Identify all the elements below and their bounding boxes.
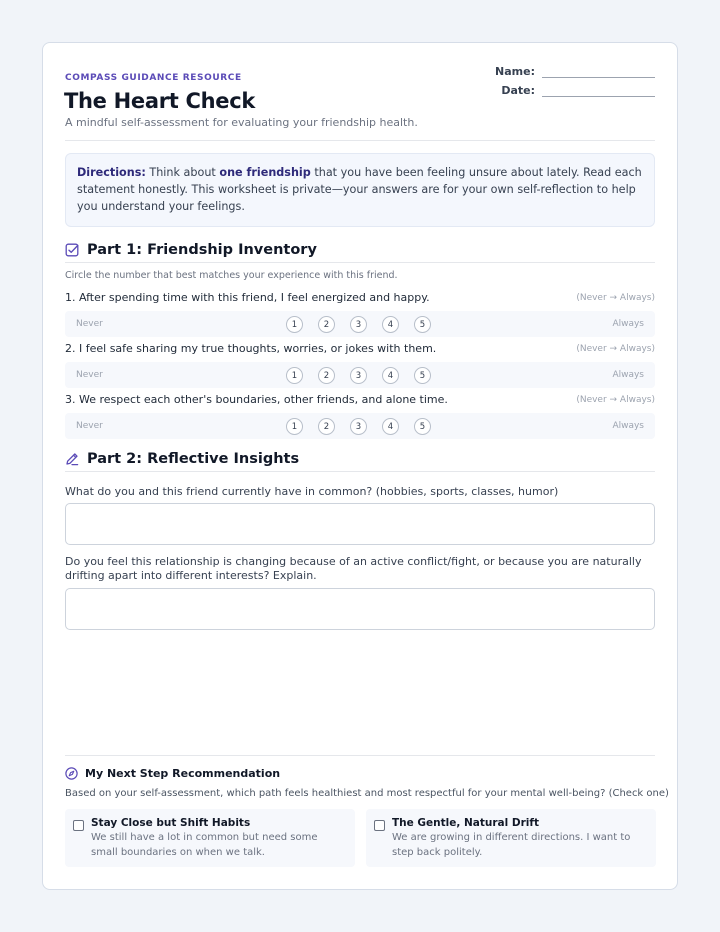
name-field-row — [495, 65, 655, 78]
rating-option-4[interactable]: 4 — [382, 367, 399, 384]
rating-option-5[interactable]: 5 — [414, 418, 431, 435]
next-step-description: Based on your self-assessment, which path feels healthiest and most respectful for your mental well-being? (Check one) — [65, 788, 669, 799]
part1-title: Part 1: Friendship Inventory — [87, 241, 317, 258]
rating-option-2[interactable]: 2 — [318, 367, 335, 384]
directions-emphasis: one friendship — [219, 166, 311, 179]
rating-option-1[interactable]: 1 — [286, 418, 303, 435]
rating-scale — [65, 413, 655, 439]
date-label: Date: — [501, 84, 535, 97]
next-step-title: My Next Step Recommendation — [85, 767, 281, 780]
worksheet-page — [42, 42, 678, 890]
header-divider — [65, 140, 655, 141]
rating-option-1[interactable]: 1 — [286, 367, 303, 384]
part1-header — [65, 241, 655, 263]
rating-option-3[interactable]: 3 — [350, 418, 367, 435]
option-stay-close[interactable] — [65, 809, 355, 867]
scale-low-label: Never — [76, 421, 103, 431]
question-text: 2. I feel safe sharing my true thoughts, worries, or jokes with them. — [65, 342, 437, 355]
question-range: (Never → Always) — [576, 293, 655, 303]
option-description: We still have a lot in common but need some small boundaries on when we talk. — [91, 832, 318, 858]
rating-option-5[interactable]: 5 — [414, 367, 431, 384]
reflection-prompt-2: Do you feel this relationship is changing because of an active conflict/fight, or because you are naturally drifting apart into different interests? Explain. — [65, 555, 642, 582]
question-3 — [65, 393, 655, 439]
option-title: Stay Close but Shift Habits — [91, 817, 251, 829]
question-text: 3. We respect each other's boundaries, other friends, and alone time. — [65, 393, 448, 406]
rating-scale — [65, 311, 655, 337]
part2-title: Part 2: Reflective Insights — [87, 450, 300, 467]
rating-option-3[interactable]: 3 — [350, 367, 367, 384]
date-field-row — [501, 84, 655, 97]
option-natural-drift[interactable] — [366, 809, 656, 867]
scale-high-label: Always — [612, 421, 644, 431]
scale-high-label: Always — [612, 370, 644, 380]
question-range: (Never → Always) — [576, 395, 655, 405]
rating-option-4[interactable]: 4 — [382, 418, 399, 435]
checkbox-check-icon — [65, 243, 79, 257]
directions-box — [65, 153, 655, 227]
question-1 — [65, 291, 655, 337]
option-description: We are growing in different directions. I want to step back politely. — [392, 832, 631, 858]
directions-label: Directions: — [77, 166, 146, 179]
scale-low-label: Never — [76, 319, 103, 329]
reflection-answer-2[interactable] — [65, 588, 655, 630]
compass-icon — [65, 767, 78, 780]
resource-kicker: COMPASS GUIDANCE RESOURCE — [65, 73, 242, 83]
question-2 — [65, 342, 655, 388]
name-field[interactable] — [542, 65, 655, 78]
scale-high-label: Always — [612, 319, 644, 329]
rating-option-4[interactable]: 4 — [382, 316, 399, 333]
reflection-prompt-1: What do you and this friend currently have in common? (hobbies, sports, classes, humor) — [65, 485, 559, 498]
rating-option-5[interactable]: 5 — [414, 316, 431, 333]
option-checkbox[interactable] — [374, 820, 385, 831]
rating-option-1[interactable]: 1 — [286, 316, 303, 333]
next-step-header — [65, 767, 280, 780]
option-title: The Gentle, Natural Drift — [392, 817, 539, 829]
rating-scale — [65, 362, 655, 388]
footer-divider — [65, 755, 655, 756]
option-checkbox[interactable] — [73, 820, 84, 831]
page-subtitle: A mindful self-assessment for evaluating your friendship health. — [65, 116, 418, 129]
pencil-icon — [65, 452, 79, 466]
date-field[interactable] — [542, 84, 655, 97]
rating-option-3[interactable]: 3 — [350, 316, 367, 333]
question-text: 1. After spending time with this friend, I feel energized and happy. — [65, 291, 430, 304]
part2-header — [65, 450, 655, 472]
page-title: The Heart Check — [64, 89, 256, 113]
scale-low-label: Never — [76, 370, 103, 380]
name-label: Name: — [495, 65, 535, 78]
question-range: (Never → Always) — [576, 344, 655, 354]
reflection-answer-1[interactable] — [65, 503, 655, 545]
rating-option-2[interactable]: 2 — [318, 316, 335, 333]
directions-text-after: that you have been feeling unsure about lately. Read each statement honestly. This worksheet is private—your answers are for your own self-reflection to help you understand your feelings. — [77, 166, 642, 213]
directions-text-before: Think about — [145, 166, 220, 179]
rating-option-2[interactable]: 2 — [318, 418, 335, 435]
part1-hint: Circle the number that best matches your experience with this friend. — [65, 270, 398, 281]
